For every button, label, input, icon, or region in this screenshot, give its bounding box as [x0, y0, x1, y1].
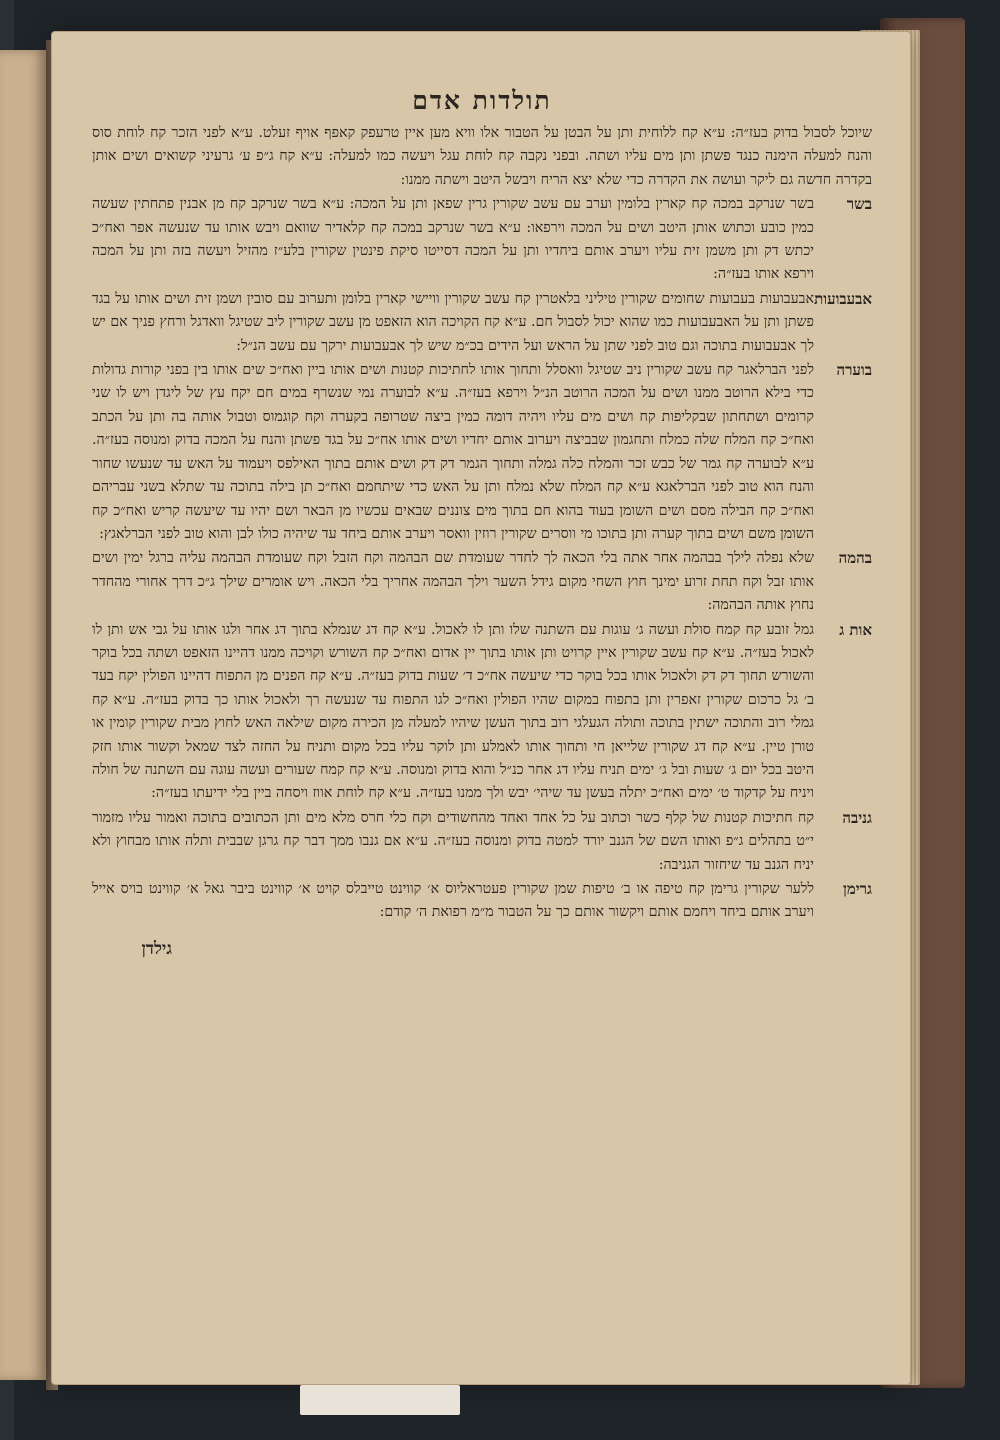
margin-label: בוערה — [836, 361, 872, 380]
book-page — [52, 32, 910, 1384]
paragraph-text: אבעבועות בעבועות שחומים שקורין טיליני בלאטרין קח עשב שקורין וויישי קארין בלומן ותערוב עם סובין ושמן זית ושים אותו על בגד פשתן ותן על האבעבועות כמו שהוא יכול לסבול חם. ע״א קח הקויכה הוא הזאפט מן עשב שקורין ליב שטיגל וואדגל ורחץ פניך אם יש לך אבעבועות בתוכה וגם טוב לפני שתן על הראש ועל הידים בכ״מ שיש לך אבעבועות ירקך עם עשב הנ״ל: — [92, 290, 814, 354]
page-bottom-tab — [300, 1385, 460, 1415]
paragraph — [92, 359, 872, 546]
paragraph-text: ללער שקורין גרימן קח טיפה או ב׳ טיפות שמן שקורין פעטראליוס א׳ קווינט טייבלס קויט א׳ קווינט ביבר גאל א׳ קווינט בויס אייל ויערב אותם ביחד ויחמם אותם ויקשור אותם כך על הטבור מ״מ רפואת ה׳ קודם: — [92, 881, 814, 921]
paragraph — [92, 288, 872, 358]
left-page-edge — [0, 50, 49, 1380]
catchword: גילדן — [141, 938, 172, 959]
paragraph — [92, 807, 872, 877]
margin-label: אבעבועות — [814, 289, 872, 308]
paragraph-text: קח חתיכות קטנות של קלף כשר וכתוב על כל אחד ואחד מהחשודים וקח כלי חרס מלא מים ותן הכתובים בתוכה ואמור עליו מזמור י״ט בתהלים ג״פ ואותו השם של הגנב יורד למטה בדוק ומנוסה בעז״ה. ע״א אם גנבו ממך דבר קח גרגן שבבית ותלה אותו מבחוץ ולא יניח הגנב עד שיחזור הגניבה: — [92, 809, 814, 873]
paragraph-text: שיוכל לסבול בדוק בעז״ה: ע״א קח ללוחית ותן על הבטן על הטבור אלו וויא מען איין טרעפק קאפף אויף זעלט. ע״א לפני הזכר קח לוחת סוס והנח למעלה הימנה כנגד פשתן ותן מים עליו ושתה. ובפני נקבה קח לוחת עגל ויעשה כמו למעלה: ע״א קח ג״פ ע׳ גרעיני קשואים ושים אותן בקדרה חדשה גם ליקר ועושה את הקדרה כדי שלא יצא הריח ויבשל היטב וישתה ממנו: — [92, 125, 872, 188]
paragraph-text: לפני הברלאגר קח עשב שקורין ניב שטיגל וואסלל ותחוך אותו לחתיכות קטנות ושים אותו ביין ואח״כ שים אותו בין בפני קורות גדולות כדי בילא הרוטב ממנו ושים על המכה הרוטב הנ״ל וירפא בעז״ה. ע״א לבוערה נמי שנשרף במים חם יקח עץ של ליגדן ויש לו שני קרומים ושתחתון שבקליפות קח ושים מים עליו ויהיה דומה כמין ביצה שטרופה בקערה וקח קוגמוס וטבול אותה בה ותן על הכתב ואח״כ קח המלח שלה כמלח ותחגמון שבביצה ויערוב אותם יחדיו ושים אותו אח״כ על בגד פשתן והנח על המכה בדוק ומנוסה בעז״ה. ע״א לבוערה קח גמר של כבש זכר והמלח כלה גמלה ותחוך הגמר דק דק ושים אותם בתוך האילפס ויעמוד על האש עד שנעשו שחור והנח הוא טוב לפני הברלאגא ע״א קח המלח שלא נמלח ותן על האש כדי שיתחמם ואח״כ תן בילה בתוכה עד שתלא בשני עבריהם ואח״כ קח הבילה מסם ושים השומן בעוד בהוא חם בתוך מים צוננים שבאים עכשיו מן הבאר ושם יהיו עד שיעשה קריש ואח״כ קח השומן משם ושים בתוך קערה ותן בתוכו מי ווסרים שקורין רוזין וואסר ויערב אותם ביחד עד שיהיה כולו לבן והוא טוב לפני הברלאגץ: — [92, 362, 814, 542]
margin-label: אות ג — [839, 620, 872, 639]
paragraph — [92, 547, 872, 617]
margin-label: בשר — [846, 195, 872, 214]
paragraph — [92, 193, 872, 287]
paragraph-text: שלא נפלה לילך בבהמה אחר אתה בלי הכאה לך לחדר שעומדת שם הבהמה וקח הזבל וקח שעומדת הבהמה עליה ברגל ימין ושים אותו זבל וקח תחת זרוע ימינך חוץ השחי מקום גידל השער וילך הבהמה אחריך בלי הכאה. ויש אומרים שילך ג״כ דרך אחורי מהחדר נחוץ אותה הבהמה: — [92, 550, 814, 614]
margin-label: גרימן — [843, 880, 872, 898]
margin-label: גניבה — [842, 808, 872, 827]
paragraph-text: בשר שנרקב במכה קח קארין בלומין וערב עם עשב שקורין גרין שפאן ותן על המכה: ע״א בשר שנרקב קח מן אבנין פתחתין שעשה כמין כובע וכתוש אותן היטב ושים על המכה וירפאו: ע״א בשר שנרקב במכה קח קלאדיר שוואם ויבש אותו עד שנעשה אפר ואח״כ יכתש דק ותן משמן זית עליו ויערב אותם ביחדיו ותן על המכה דסייטו סיקת פינטין שקורין בלע״ז מהזיל ויעשה בזה ותן על המכה וירפא אותו בעז״ה: — [92, 196, 814, 283]
paragraph — [92, 878, 872, 925]
page-title: תולדות אדם — [412, 86, 552, 115]
paragraph-text: גמל זובע קח קמח סולת ועשה ג׳ עוגות עם השתנה שלו ותן לו לאכול. ע״א קח דג שנמלא בתוך דג אחר ולגו אותו על גבי אש ותן לו לאכול בעז״ה. ע״א קח עשב שקורין איין קרויט ותן אותו בתוך יין אדום ואח״כ קח השורש וקויכה ממנו דהיינו הזאפט ושתה בכל בוקר והשורש תחוך דק דק ולאכול אותו בכל בוקר כדי שיעשה אח״כ ד׳ שעות בדוק בעז״ה. ע״א קח הפנים מן התפוח דהיינו הפולין יקח בעד ב׳ גל כרכום שקורין זאפרין ותן בתפוח במקום שהיו הפולין ואח״כ לגו התפוח עד שנעשה רך ולאכול אותו כך בדוק בעז״ה. ע״א קח גמלי רוב והתוכה ישתין בתוכה ותולה הגעלגי רוב בתוך העשן שיהיו למעלה מן הכירה מקום שילאה האש לחוץ מבית שקורין קומין או טורן טיין. ע״א קח דג שקורין שלייאן חי ותחוך אותו לאמלע ותן לוקר עליו בכל מקום ותניח על החזה לצד שמאל וקשור אותו חזק היטב בכל יום ג׳ שעות ובל ג׳ ימים תניח עליו דג אחר כנ״ל והוא בדוק ומנוסה. ע״א קח קמח שעורים ועשה עוגה עם השתנה של חולה ויניח על קדקוד ט׳ ימים ואח״כ יתלה בעשן עד שיהי׳ יבש ולך ממנו בעז״ה. ע״א קח לוחת אווז ויסחה ביין בלי ידיעתו בעז״ה: — [92, 621, 814, 802]
page-content — [92, 86, 872, 959]
paragraph — [92, 122, 872, 192]
paragraph — [92, 619, 872, 806]
margin-label: בהמה — [838, 549, 872, 568]
